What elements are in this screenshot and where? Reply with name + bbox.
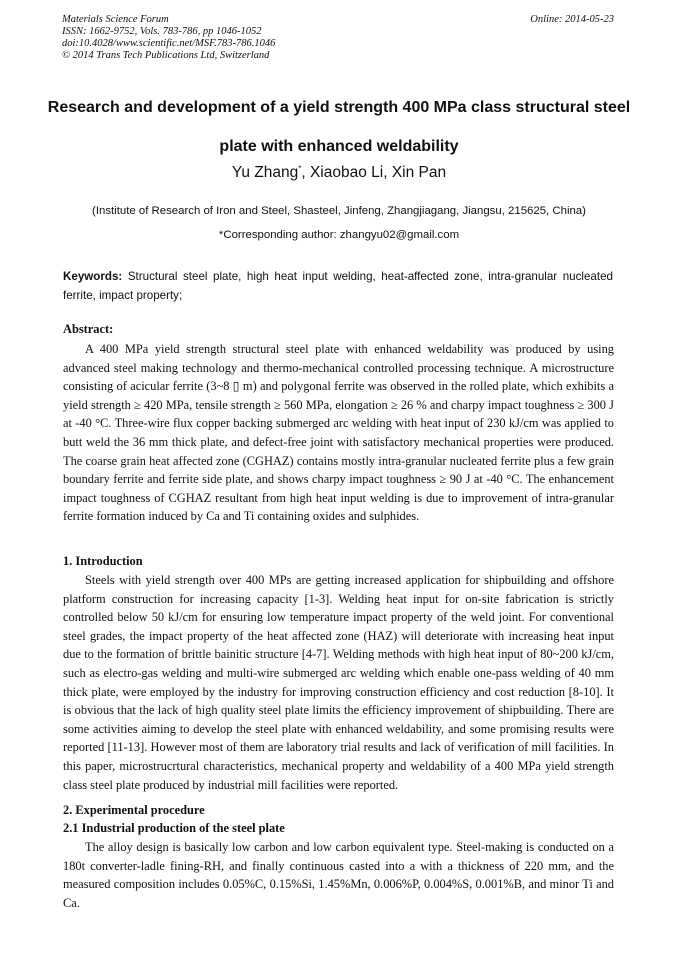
abstract-text: A 400 MPa yield strength structural steel plate with enhanced weldability was produced by using advanced steel making technology and thermo-mechanical controlled processing technique. A microstructure consisting of acicular ferrite (3~8 ▯ m) and polygonal ferrite was observed in the rolled plate, which exhibits a yield strength ≥ 420 MPa, tensile strength ≥ 560 MPa, elongation ≥ 26 % and charpy impact toughness ≥ 300 J at -40 °C. Three-wire flux copper backing submerged arc welding with heat input of 230 kJ/cm was applied to butt weld the 36 mm thick plate, and defect-free joint with satisfactory mechanical properties were produced. The coarse grain heat affected zone (CGHAZ) contains mostly intra-granular nucleated ferrite plus a few grain boundary ferrite and ferrite side plate, and shows charpy impact toughness ≥ 90 J at -40 °C. The enhancement impact toughness of CGHAZ resultant from high heat input welding is due to improvement of intra-granular ferrite formation induced by Ca and Ti containing oxides and sulphides. xyxy=(63,342,614,524)
intro-heading: 1. Introduction xyxy=(63,554,143,568)
doi-line: doi:10.4028/www.scientific.net/MSF.783-786.1046 xyxy=(62,38,276,49)
intro-body xyxy=(63,571,614,794)
section2-1-heading: 2.1 Industrial production of the steel plate xyxy=(63,821,285,835)
affiliation: (Institute of Research of Iron and Steel, Shasteel, Jinfeng, Zhangjiagang, Jiangsu, 215625, China) xyxy=(92,205,586,217)
abstract-heading: Abstract: xyxy=(63,322,114,336)
intro-text: Steels with yield strength over 400 MPs are getting increased application for shipbuilding and offshore platform construction for increasing capacity [1-3]. Welding heat input for on-site fabrication is strictly controlled below 50 kJ/cm for ensuring low temperature impact property of the weld joint. For conventional steel grades, the impact property of the heat affected zone (HAZ) will deteriorate with increasing heat input due to the formation of brittle bainitic structure [4-7]. Welding methods with high heat input of 80~200 kJ/cm, such as electro-gas welding and multi-wire submerged arc welding which enable one-pass welding of 40 mm thick plate, were employed by the industry for improving construction efficiency and cost reduction [8-10]. It is obvious that the lack of high quality steel plate limits the efficiency improvement of shipbuilding. There are some activities aiming to develop the steel plate with enhanced weldability, and some promising results were reported [11-13]. However most of them are laboratory trial results and lack of verification of mill facilities. In this paper, microstrucrtural characteristics, mechanical property and weldability of a 400 MPa yield strength class steel plate produced by industrial mill facilities were reported. xyxy=(63,573,614,792)
abstract-body xyxy=(63,340,614,526)
paper-title: Research and development of a yield strength 400 MPa class structural steel plate with enhanced weldability xyxy=(47,99,631,155)
issn-line: ISSN: 1662-9752, Vols. 783-786, pp 1046-1052 xyxy=(62,26,262,37)
section2-1-text: The alloy design is basically low carbon and low carbon equivalent type. Steel-making is conducted on a 180t converter-ladle fining-RH, and finally continuous casted into a with a thickness of 220 mm, and the measured composition includes 0.05%C, 0.15%Si, 1.45%Mn, 0.006%P, 0.004%S, 0.001%B, and minor Ti and Ca. xyxy=(63,840,614,910)
author-first: Yu Zhang xyxy=(231,164,299,182)
keywords xyxy=(63,267,613,305)
journal-name: Materials Science Forum xyxy=(62,14,169,25)
corresponding-author: *Corresponding author: zhangyu02@gmail.com xyxy=(218,229,460,241)
corresponding-mark: * xyxy=(298,164,302,173)
online-date: Online: 2014-05-23 xyxy=(530,14,614,25)
keywords-text: Structural steel plate, high heat input welding, heat-affected zone, intra-granular nucleated ferrite, impact property; xyxy=(63,270,613,302)
section2-1-body xyxy=(63,838,614,912)
author-list xyxy=(40,164,638,182)
keywords-label: Keywords: xyxy=(63,270,123,283)
section2-heading: 2. Experimental procedure xyxy=(63,803,205,817)
copyright-line: © 2014 Trans Tech Publications Ltd, Switzerland xyxy=(62,50,270,61)
author-rest: , Xiaobao Li, Xin Pan xyxy=(301,164,447,182)
